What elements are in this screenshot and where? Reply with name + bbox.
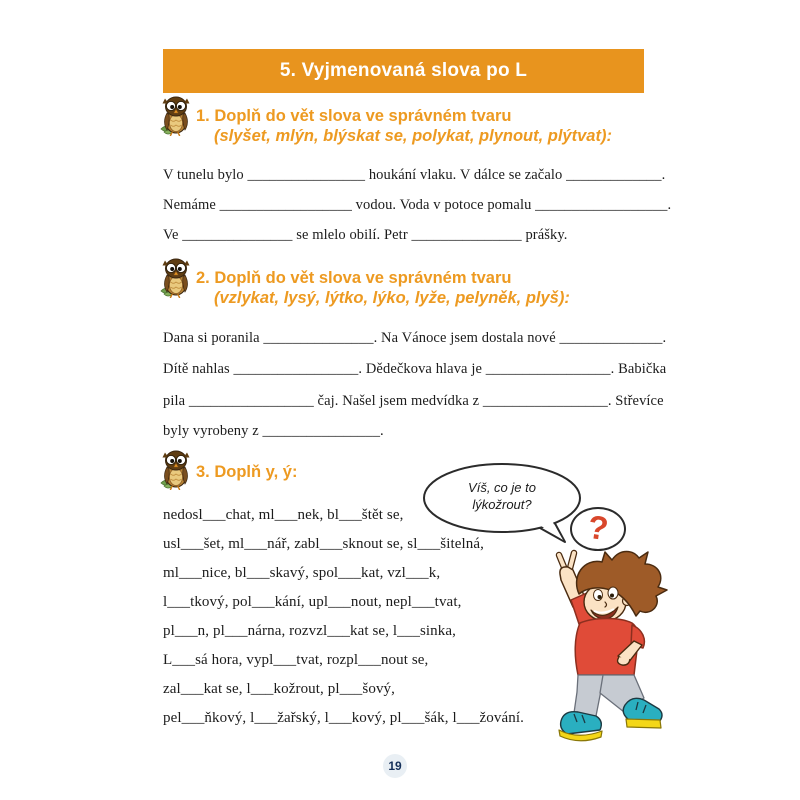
owl-icon <box>158 96 192 136</box>
exercise2-sentence: byly vyrobeny z ________________. <box>163 423 384 439</box>
exercise3-title: 3. Doplň y, ý: <box>196 463 298 481</box>
exercise1-word-bank: (slyšet, mlýn, blýskat se, polykat, plynout, plýtvat): <box>214 127 612 145</box>
chapter-title: 5. Vyjmenovaná slova po L <box>279 60 528 81</box>
question-mark: ? <box>585 507 611 548</box>
exercise3-line: zal___kat se, l___kožrout, pl___šový, <box>163 681 395 697</box>
exercise3-line: nedosl___chat, ml___nek, bl___štět se, <box>163 507 404 523</box>
exercise1-sentence: Nemáme __________________ vodou. Voda v potoce pomalu __________________. <box>163 197 672 213</box>
exercise2-title: 2. Doplň do vět slova ve správném tvaru <box>196 269 512 287</box>
exercise2-sentence: Dana si poranila _______________. Na Vánoce jsem dostala nové ______________. <box>163 330 667 346</box>
exercise1-sentence: V tunelu bylo ________________ houkání vlaku. V dálce se začalo _____________. <box>163 167 666 183</box>
exercise3-line: pel___ňkový, l___žařský, l___kový, pl___šák, l___žování. <box>163 710 524 726</box>
exercise3-line: pl___n, pl___nárna, rozvzl___kat se, l___sinka, <box>163 623 456 639</box>
exercise1-title: 1. Doplň do vět slova ve správném tvaru <box>196 107 512 125</box>
chapter-banner <box>163 49 644 93</box>
page-number: 19 <box>388 759 402 773</box>
exercise2-word-bank: (vzlykat, lysý, lýtko, lýko, lyže, pelyněk, plyš): <box>214 289 570 307</box>
owl-icon <box>158 450 192 490</box>
speech-bubble-line1: Víš, co je to <box>468 480 536 495</box>
exercise3-line: usl___šet, ml___nář, zabl___sknout se, sl___šitelná, <box>163 536 484 552</box>
exercise2-sentence: pila _________________ čaj. Našel jsem medvídka z _________________. Střevíce <box>163 393 664 409</box>
owl-icon <box>158 258 192 298</box>
speech-bubble-text <box>437 479 567 513</box>
exercise1-sentence: Ve _______________ se mlelo obilí. Petr _______________ prášky. <box>163 227 568 243</box>
exercise3-line: L___sá hora, vypl___tvat, rozpl___nout se, <box>163 652 429 668</box>
boy-illustration <box>546 544 706 749</box>
speech-bubble-line2: lýkožrout? <box>472 497 532 512</box>
page-number-badge <box>383 754 407 778</box>
exercise3-line: l___tkový, pol___kání, upl___nout, nepl___tvat, <box>163 594 462 610</box>
exercise3-line: ml___nice, bl___skavý, spol___kat, vzl___k, <box>163 565 441 581</box>
exercise2-sentence: Dítě nahlas _________________. Dědečkova hlava je _________________. Babička <box>163 361 667 377</box>
